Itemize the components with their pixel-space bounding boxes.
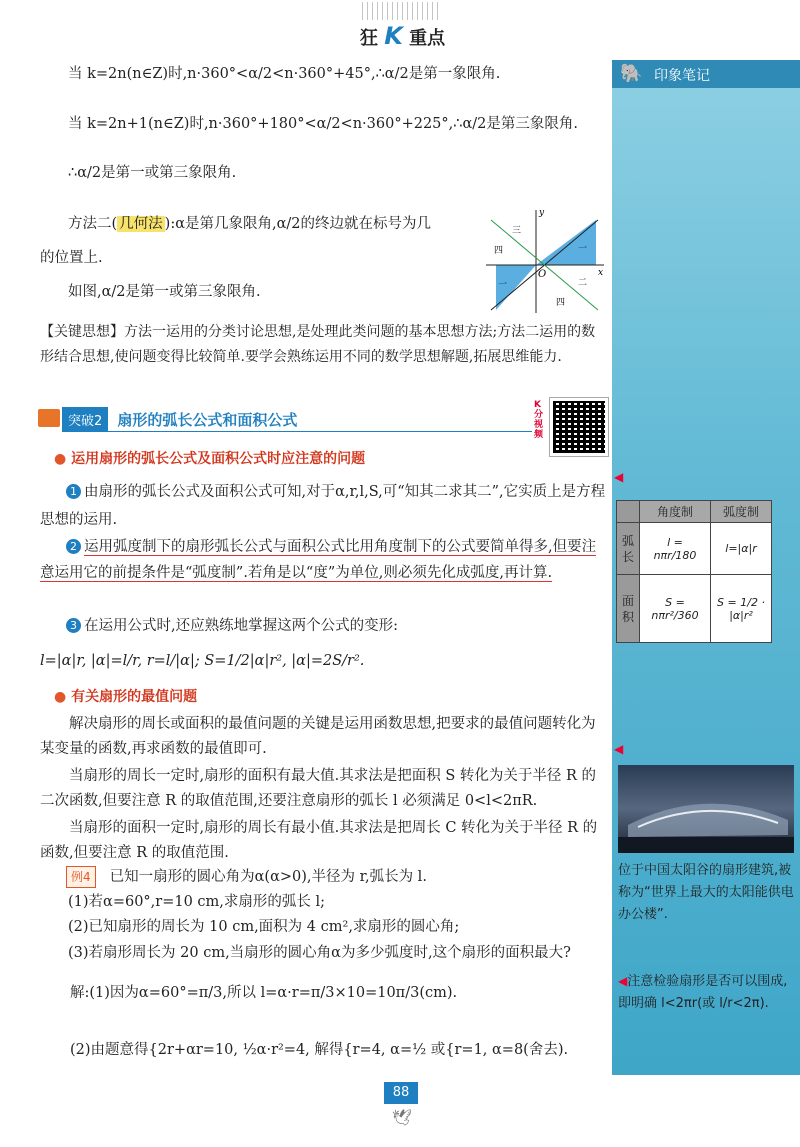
- geometry-method-highlight: 几何法: [119, 216, 163, 232]
- table-header-deg: 角度制: [640, 501, 711, 523]
- table-cell: S = nπr²/360: [640, 575, 711, 643]
- text-line-3: ∴α/2是第一或第三象限角.: [68, 165, 237, 181]
- header-decor: [362, 2, 442, 20]
- section-header: [62, 407, 532, 432]
- example-q3: (3)若扇形周长为 20 cm,当扇形的圆心角α为多少弧度时,这个扇形的面积最大?: [68, 945, 571, 961]
- arrow-marker-icon: ◀: [618, 974, 628, 988]
- method-two-text: ):α是第几象限角,α/2的终边就在标号为几: [164, 216, 432, 232]
- table-cell: S = 1/2 · |α|r²: [711, 575, 772, 643]
- table-row-label: 面积: [617, 575, 640, 643]
- svg-text:三: 三: [512, 226, 522, 236]
- svg-text:一: 一: [578, 244, 588, 254]
- paragraph-2: [40, 534, 606, 586]
- text-line-6: 如图,α/2是第一或第三象限角.: [68, 284, 261, 300]
- svg-text:O: O: [538, 269, 547, 280]
- elephant-icon: 🐘: [620, 63, 643, 84]
- paragraph-3-text: 在运用公式时,还应熟练地掌握这两个公式的变形:: [84, 618, 398, 634]
- table-header-rad: 弧度制: [711, 501, 772, 523]
- table-cell: l = nπr/180: [640, 523, 711, 575]
- section-title: 扇形的弧长公式和面积公式: [117, 411, 298, 429]
- svg-text:四: 四: [556, 298, 566, 308]
- svg-text:一: 一: [498, 280, 508, 290]
- building-photo: [618, 765, 794, 853]
- paragraph-q3: 当扇形的面积一定时,扇形的周长有最小值.其求法是把周长 C 转化为关于半径 R 的函数,但要注意 R 的取值范围.: [40, 820, 598, 861]
- text-line-2: 当 k=2n+1(n∈Z)时,n·360°+180°<α/2<n·360°+225°,∴α/2是第三象限角.: [68, 116, 578, 132]
- header-logo: [352, 2, 452, 50]
- paragraph-1-text: 由扇形的弧长公式及面积公式可知,对于α,r,l,S,可“知其二求其二”,它实质上是方程思想的运用.: [40, 484, 606, 528]
- section-book-icon: [38, 409, 60, 427]
- example-text: 已知一扇形的圆心角为α(α>0),半径为 r,弧长为 l.: [109, 869, 427, 885]
- svg-text:y: y: [539, 208, 545, 218]
- subheading-1: [54, 449, 365, 469]
- qr-code-block[interactable]: [534, 398, 606, 464]
- table-row-label: 弧长: [617, 523, 640, 575]
- paragraph-3: [40, 614, 606, 638]
- example-q2: (2)已知扇形的周长为 10 cm,面积为 4 cm²,求扇形的圆心角;: [68, 919, 460, 935]
- quadrant-diagram: [486, 205, 606, 315]
- number-2-icon: 2: [66, 539, 81, 554]
- leaf-icon: ●: [54, 689, 67, 705]
- subheading-2-text: 有关扇形的最值问题: [71, 689, 198, 705]
- brand-left: 狂: [360, 28, 378, 49]
- method-two-line: [68, 214, 431, 234]
- page-number: 88: [384, 1082, 418, 1104]
- example-tag: 例4: [66, 866, 96, 888]
- svg-text:x: x: [598, 268, 604, 278]
- paragraph-1: [40, 478, 606, 534]
- svg-text:四: 四: [494, 246, 504, 256]
- paragraph-q1: 解决扇形的周长或面积的最值问题的关键是运用函数思想,把要求的最值问题转化为某变量的函数,再求函数的最值即可.: [40, 716, 596, 757]
- paragraph-2-text: 运用弧度制下的扇形弧长公式与面积公式比用角度制下的公式要简单得多,但要注意运用它的前提条件是“弧度制”.若角是以“度”为单位,则必须先化成弧度,再计算.: [40, 539, 597, 581]
- note-text: 注意检验扇形是否可以围成,即明确 l<2πr(或 l/r<2π).: [618, 974, 788, 1011]
- number-3-icon: 3: [66, 618, 81, 633]
- brand-k: K: [384, 22, 403, 50]
- text-line-1: 当 k=2n(n∈Z)时,n·360°<α/2<n·360°+45°,∴α/2是第一象限角.: [68, 66, 501, 82]
- qr-code[interactable]: [550, 398, 608, 456]
- sidebar-notes: [612, 60, 800, 1075]
- qr-label: K分视频: [534, 400, 544, 440]
- leaf-icon: ●: [54, 451, 67, 467]
- arrow-marker-icon: ◀: [614, 470, 624, 484]
- subheading-2: [54, 687, 197, 707]
- solution-2: (2)由题意得{2r+αr=10, ½α·r²=4, 解得{r=4, α=½ 或{r=1, α=8(舍去).: [70, 1042, 569, 1058]
- subheading-1-text: 运用扇形的弧长公式及面积公式时应注意的问题: [71, 451, 366, 467]
- key-idea-paragraph: 【关键思想】方法一运用的分类讨论思想,是处理此类问题的基本思想方法;方法二运用的数形结合思想,使问题变得比较简单.要学会熟练运用不同的数学思想解题,拓展思维能力.: [40, 324, 596, 365]
- table-cell: l=|α|r: [711, 523, 772, 575]
- formula-line: l=|α|r, |α|=l/r, r=l/|α|; S=1/2|α|r², |α|=2S/r².: [40, 653, 365, 669]
- brand-right: 重点: [409, 28, 446, 49]
- sidebar-note: [618, 970, 796, 1015]
- example-q1: (1)若α=60°,r=10 cm,求扇形的弧长 l;: [68, 894, 326, 910]
- solution-1: 解:(1)因为α=60°=π/3,所以 l=α·r=π/3×10=10π/3(cm).: [70, 985, 458, 1001]
- building-illustration: [618, 765, 794, 853]
- method-two-prefix: 方法二(: [68, 216, 118, 232]
- formula-table: [616, 500, 772, 643]
- text-line-5: 的位置上.: [40, 250, 103, 266]
- number-1-icon: 1: [66, 484, 81, 499]
- photo-caption: 位于中国太阳谷的扇形建筑,被称为“世界上最大的太阳能供电办公楼”.: [618, 863, 794, 922]
- section-tag: 突破2: [62, 407, 108, 432]
- paragraph-q2: 当扇形的周长一定时,扇形的面积有最大值.其求法是把面积 S 转化为关于半径 R 的二次函数,但要注意 R 的取值范围,还要注意扇形的弧长 l 必须满足 0<l<2πR.: [40, 768, 597, 809]
- footer-bird-icon: 🕊: [392, 1108, 413, 1127]
- example-line: [66, 866, 427, 888]
- arrow-marker-icon: ◀: [614, 742, 624, 756]
- sidebar-title: 印象笔记: [654, 68, 710, 84]
- svg-text:二: 二: [578, 278, 588, 288]
